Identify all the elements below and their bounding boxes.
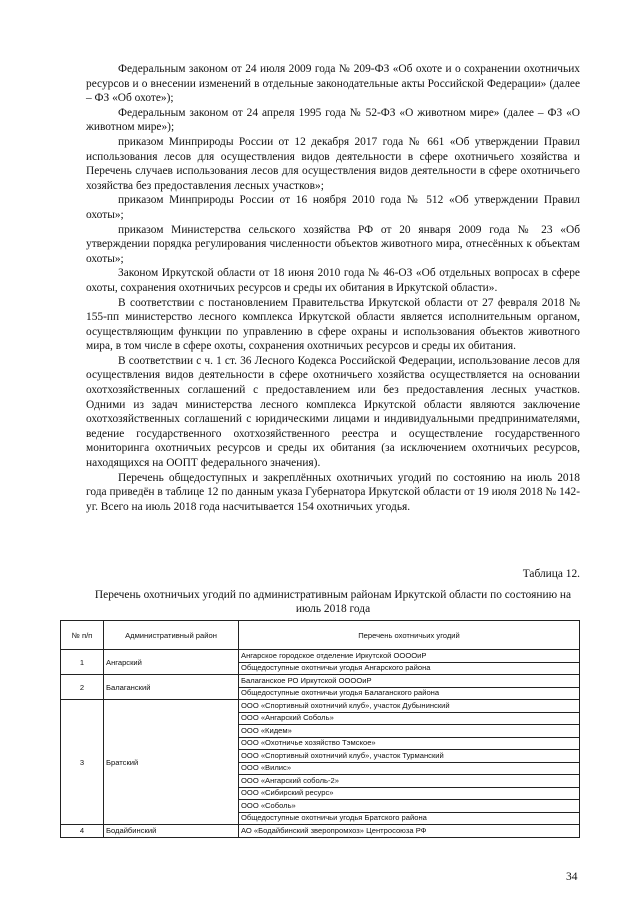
hunting-ground: ООО «Соболь» [239,800,580,813]
paragraph: Федеральным законом от 24 июля 2009 года № 209-ФЗ «Об охоте и о сохранении охотничьих ресурсов и о внесении изменений в отдельные законодательные акты Российской Федерации» (далее – ФЗ «Об охоте»); [86,63,580,105]
district-name: Братский [104,700,239,825]
table-title: Перечень охотничьих угодий по административным районам Иркутской области по состоянию на июль 2018 года [94,589,572,615]
header-number: № п/п [61,621,104,650]
paragraph: Перечень общедоступных и закреплённых охотничьих угодий по состоянию на июль 2018 года приведён в таблице 12 по данным указа Губернатора Иркутской области от 19 июля 2018 № 142-уг. Всего на июль 2018 года насчитывается 154 охотничьих угодья. [86,471,580,513]
paragraph: приказом Минприроды России от 16 ноября 2010 года № 512 «Об утверждении Правил охоты»; [86,194,580,221]
table-row [61,675,580,688]
hunting-ground: ООО «Вилис» [239,762,580,775]
district-name: Бодайбинский [104,825,239,838]
hunting-ground: ООО «Спортивный охотничий клуб», участок Турманский [239,750,580,763]
district-name: Балаганский [104,675,239,700]
table-row [61,700,580,713]
row-number: 2 [61,675,104,700]
row-number: 1 [61,650,104,675]
hunting-grounds-table [60,620,580,838]
paragraph: В соответствии с ч. 1 ст. 36 Лесного Кодекса Российской Федерации, использование лесов для осуществления видов деятельности в сфере охотничьего хозяйства осуществляется на основании охотхозяйственных соглашений с предоставлением или без предоставления лесных участков. Одними из задач министерства лесного комплекса Иркутской области являются заключение охотхозяйственных соглашений с юридическими лицами и индивидуальными предпринимателями, ведение государственного охотхозяйственного реестра и осуществление государственного мониторинга охотничьих ресурсов и среды их обитания (за исключением охотничьих ресурсов, находящихся на ООПТ федерального значения). [86,354,580,470]
row-number: 3 [61,700,104,825]
district-name: Ангарский [104,650,239,675]
hunting-ground: АО «Бодайбинский зверопромхоз» Центросоюза РФ [239,825,580,838]
hunting-ground: ООО «Сибирский ресурс» [239,787,580,800]
paragraph: Законом Иркутской области от 18 июня 2010 года № 46-ОЗ «Об отдельных вопросах в сфере охоты, сохранения охотничьих ресурсов и среды их обитания в Иркутской области». [86,267,580,294]
table-number: Таблица 12. [522,568,580,580]
paragraph: приказом Минприроды России от 12 декабря 2017 года № 661 «Об утверждении Правил использования лесов для осуществления видов деятельности в сфере охотничьего хозяйства и Перечень случаев использования лесов для осуществления видов деятельности в сфере охотничьего хозяйства без предоставления лесных участков»; [86,135,580,192]
paragraph: В соответствии с постановлением Правительства Иркутской области от 27 февраля 2018 № 155-пп министерство лесного комплекса Иркутской области является исполнительным органом, осуществляющим функции по управлению в сфере охраны и использования объектов животного мира, в том числе в сфере охоты, сохранения охотничьих ресурсов и среды их обитания. [86,296,580,353]
hunting-ground: Общедоступные охотничьи угодья Братского района [239,812,580,825]
hunting-ground: Общедоступные охотничьи угодья Ангарского района [239,662,580,675]
page-number: 34 [566,871,578,883]
hunting-ground: Балаганское РО Иркутской ООООиР [239,675,580,688]
hunting-ground: Ангарское городское отделение Иркутской ООООиР [239,650,580,663]
paragraph: приказом Министерства сельского хозяйства РФ от 20 января 2009 года № 23 «Об утверждении порядка регулирования численности объектов животного мира, отнесённых к объектам охоты»; [86,223,580,265]
hunting-ground: ООО «Кидем» [239,725,580,738]
hunting-ground: ООО «Охотничье хозяйство Тэмское» [239,737,580,750]
row-number: 4 [61,825,104,838]
table-row [61,825,580,838]
paragraph: Федеральным законом от 24 апреля 1995 года № 52-ФЗ «О животном мире» (далее – ФЗ «О животном мире»); [86,106,580,134]
header-district: Административный район [104,621,239,650]
hunting-ground: ООО «Ангарский Соболь» [239,712,580,725]
body-text [86,62,580,514]
table-row [61,650,580,663]
header-grounds: Перечень охотничьих угодий [239,621,580,650]
hunting-ground: ООО «Спортивный охотничий клуб», участок Дубынинский [239,700,580,713]
hunting-ground: Общедоступные охотничьи угодья Балаганского района [239,687,580,700]
hunting-ground: ООО «Ангарский соболь-2» [239,775,580,788]
